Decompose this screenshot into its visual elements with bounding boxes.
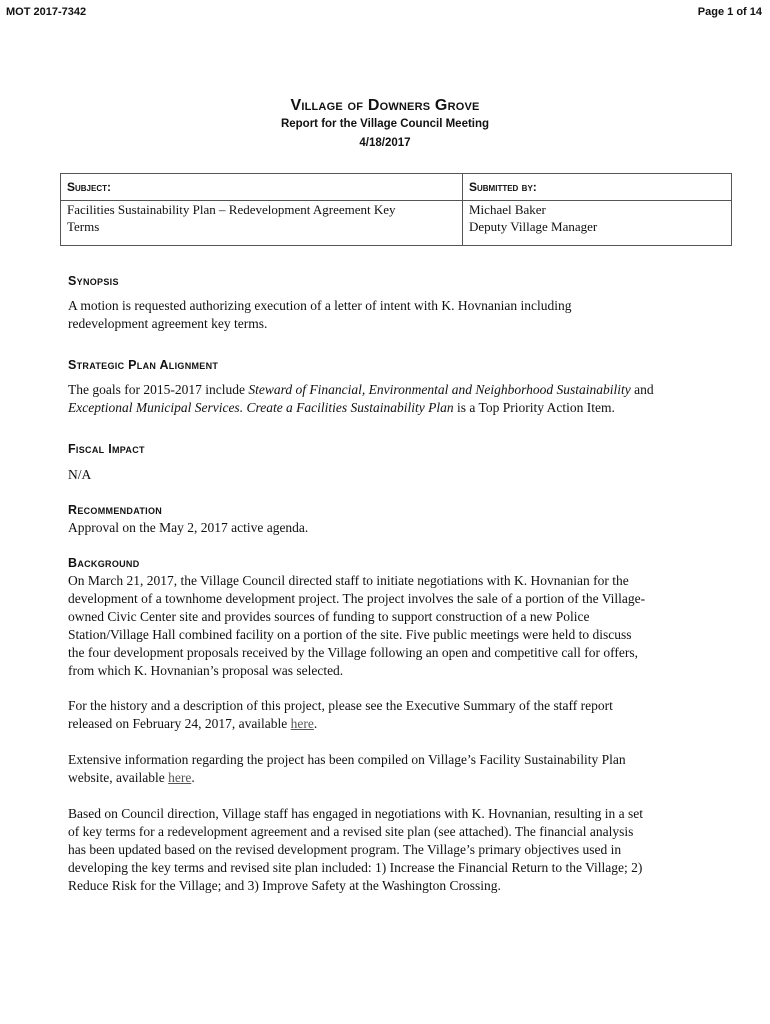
subject-label: Subject: (61, 174, 463, 201)
bg-p1-line: development of a townhome development project. The project involves the sale of a portion of the Village- (68, 591, 646, 606)
bg-p1-line: On March 21, 2017, the Village Council directed staff to initiate negotiations with K. Hovnanian for the (68, 573, 629, 588)
page-indicator: Page 1 of 14 (697, 6, 762, 18)
bg-p2-end: . (313, 716, 318, 731)
background-paragraph-1 (68, 572, 726, 680)
bg-p3-line-1: Extensive information regarding the project has been compiled on Village’s Facility Sustainability Plan (68, 752, 626, 767)
submitter-value (463, 201, 732, 246)
bg-p3-end: . (191, 770, 195, 785)
strategic-line-2 (68, 399, 726, 417)
synopsis-text (68, 297, 726, 333)
bg-p4-line: Reduce Risk for the Village; and 3) Improve Safety at the Washington Crossing. (68, 878, 501, 893)
recommendation-heading: Recommendation (68, 503, 163, 517)
background-paragraph-3 (68, 751, 726, 787)
bg-p1-line: Station/Village Hall combined facility on a portion of the site. Five public meetings were held to discuss (68, 627, 632, 642)
synopsis-line-2: redevelopment agreement key terms. (68, 316, 268, 331)
bg-p1-line: the four development proposals received by the Village following an open and competitive call for offers, (68, 645, 639, 660)
fiscal-text: N/A (68, 467, 92, 482)
submitter-title: Deputy Village Manager (469, 219, 598, 234)
document-id: MOT 2017-7342 (6, 6, 87, 18)
submitted-by-label: Submitted by: (463, 174, 732, 201)
subject-line-2: Terms (67, 219, 100, 234)
bg-p2-line-1: For the history and a description of this project, please see the Executive Summary of the staff report (68, 698, 613, 713)
document-title: Village of Downers Grove (290, 97, 480, 114)
bg-p4-line: developing the key terms and revised site plan included: 1) Increase the Financial Return to the Village; 2) (68, 860, 643, 875)
bg-p2-line-2 (68, 715, 726, 733)
strategic-l1-c: and (630, 382, 654, 397)
bg-p4-line: of key terms for a redevelopment agreement and a revised site plan (see attached). The financial analysis (68, 824, 634, 839)
fiscal-heading: Fiscal Impact (68, 442, 145, 456)
bg-p1-line: from which K. Hovnanian’s proposal was selected. (68, 663, 344, 678)
synopsis-heading: Synopsis (68, 274, 119, 288)
subject-table (60, 173, 732, 246)
bg-p3-line-2 (68, 769, 726, 787)
bg-p4-line: Based on Council direction, Village staff has engaged in negotiations with K. Hovnanian, resulting in a set (68, 806, 643, 821)
strategic-heading: Strategic Plan Alignment (68, 358, 219, 372)
sustainability-plan-link[interactable]: here (168, 770, 192, 785)
executive-summary-link[interactable]: here (290, 716, 314, 731)
subject-line-1: Facilities Sustainability Plan – Redevelopment Agreement Key (67, 202, 396, 217)
synopsis-line-1: A motion is requested authorizing execution of a letter of intent with K. Hovnanian including (68, 298, 572, 313)
strategic-l1-goal: Steward of Financial, Environmental and Neighborhood Sustainability (248, 382, 631, 397)
background-paragraph-2 (68, 697, 726, 733)
bg-p1-line: owned Civic Center site and provides sources of funding to support construction of a new Police (68, 609, 590, 624)
subject-value (61, 201, 463, 246)
submitter-name: Michael Baker (469, 202, 546, 217)
document-subtitle: Report for the Village Council Meeting (280, 118, 490, 130)
strategic-line-1 (68, 381, 726, 399)
bg-p3-text: website, available (68, 770, 169, 785)
strategic-l1-a: The goals for 2015-2017 include (68, 382, 249, 397)
meeting-date: 4/18/2017 (359, 137, 411, 149)
strategic-l2-b: is a Top Priority Action Item. (453, 400, 615, 415)
background-paragraph-4 (68, 805, 726, 895)
strategic-l2-goal: Exceptional Municipal Services. Create a Facilities Sustainability Plan (68, 400, 454, 415)
strategic-text (68, 381, 726, 417)
bg-p4-line: has been updated based on the revised development program. The Village’s primary objectives used in (68, 842, 622, 857)
background-heading: Background (68, 556, 140, 570)
bg-p2-text: released on February 24, 2017, available (68, 716, 291, 731)
recommendation-text: Approval on the May 2, 2017 active agenda. (68, 520, 309, 535)
